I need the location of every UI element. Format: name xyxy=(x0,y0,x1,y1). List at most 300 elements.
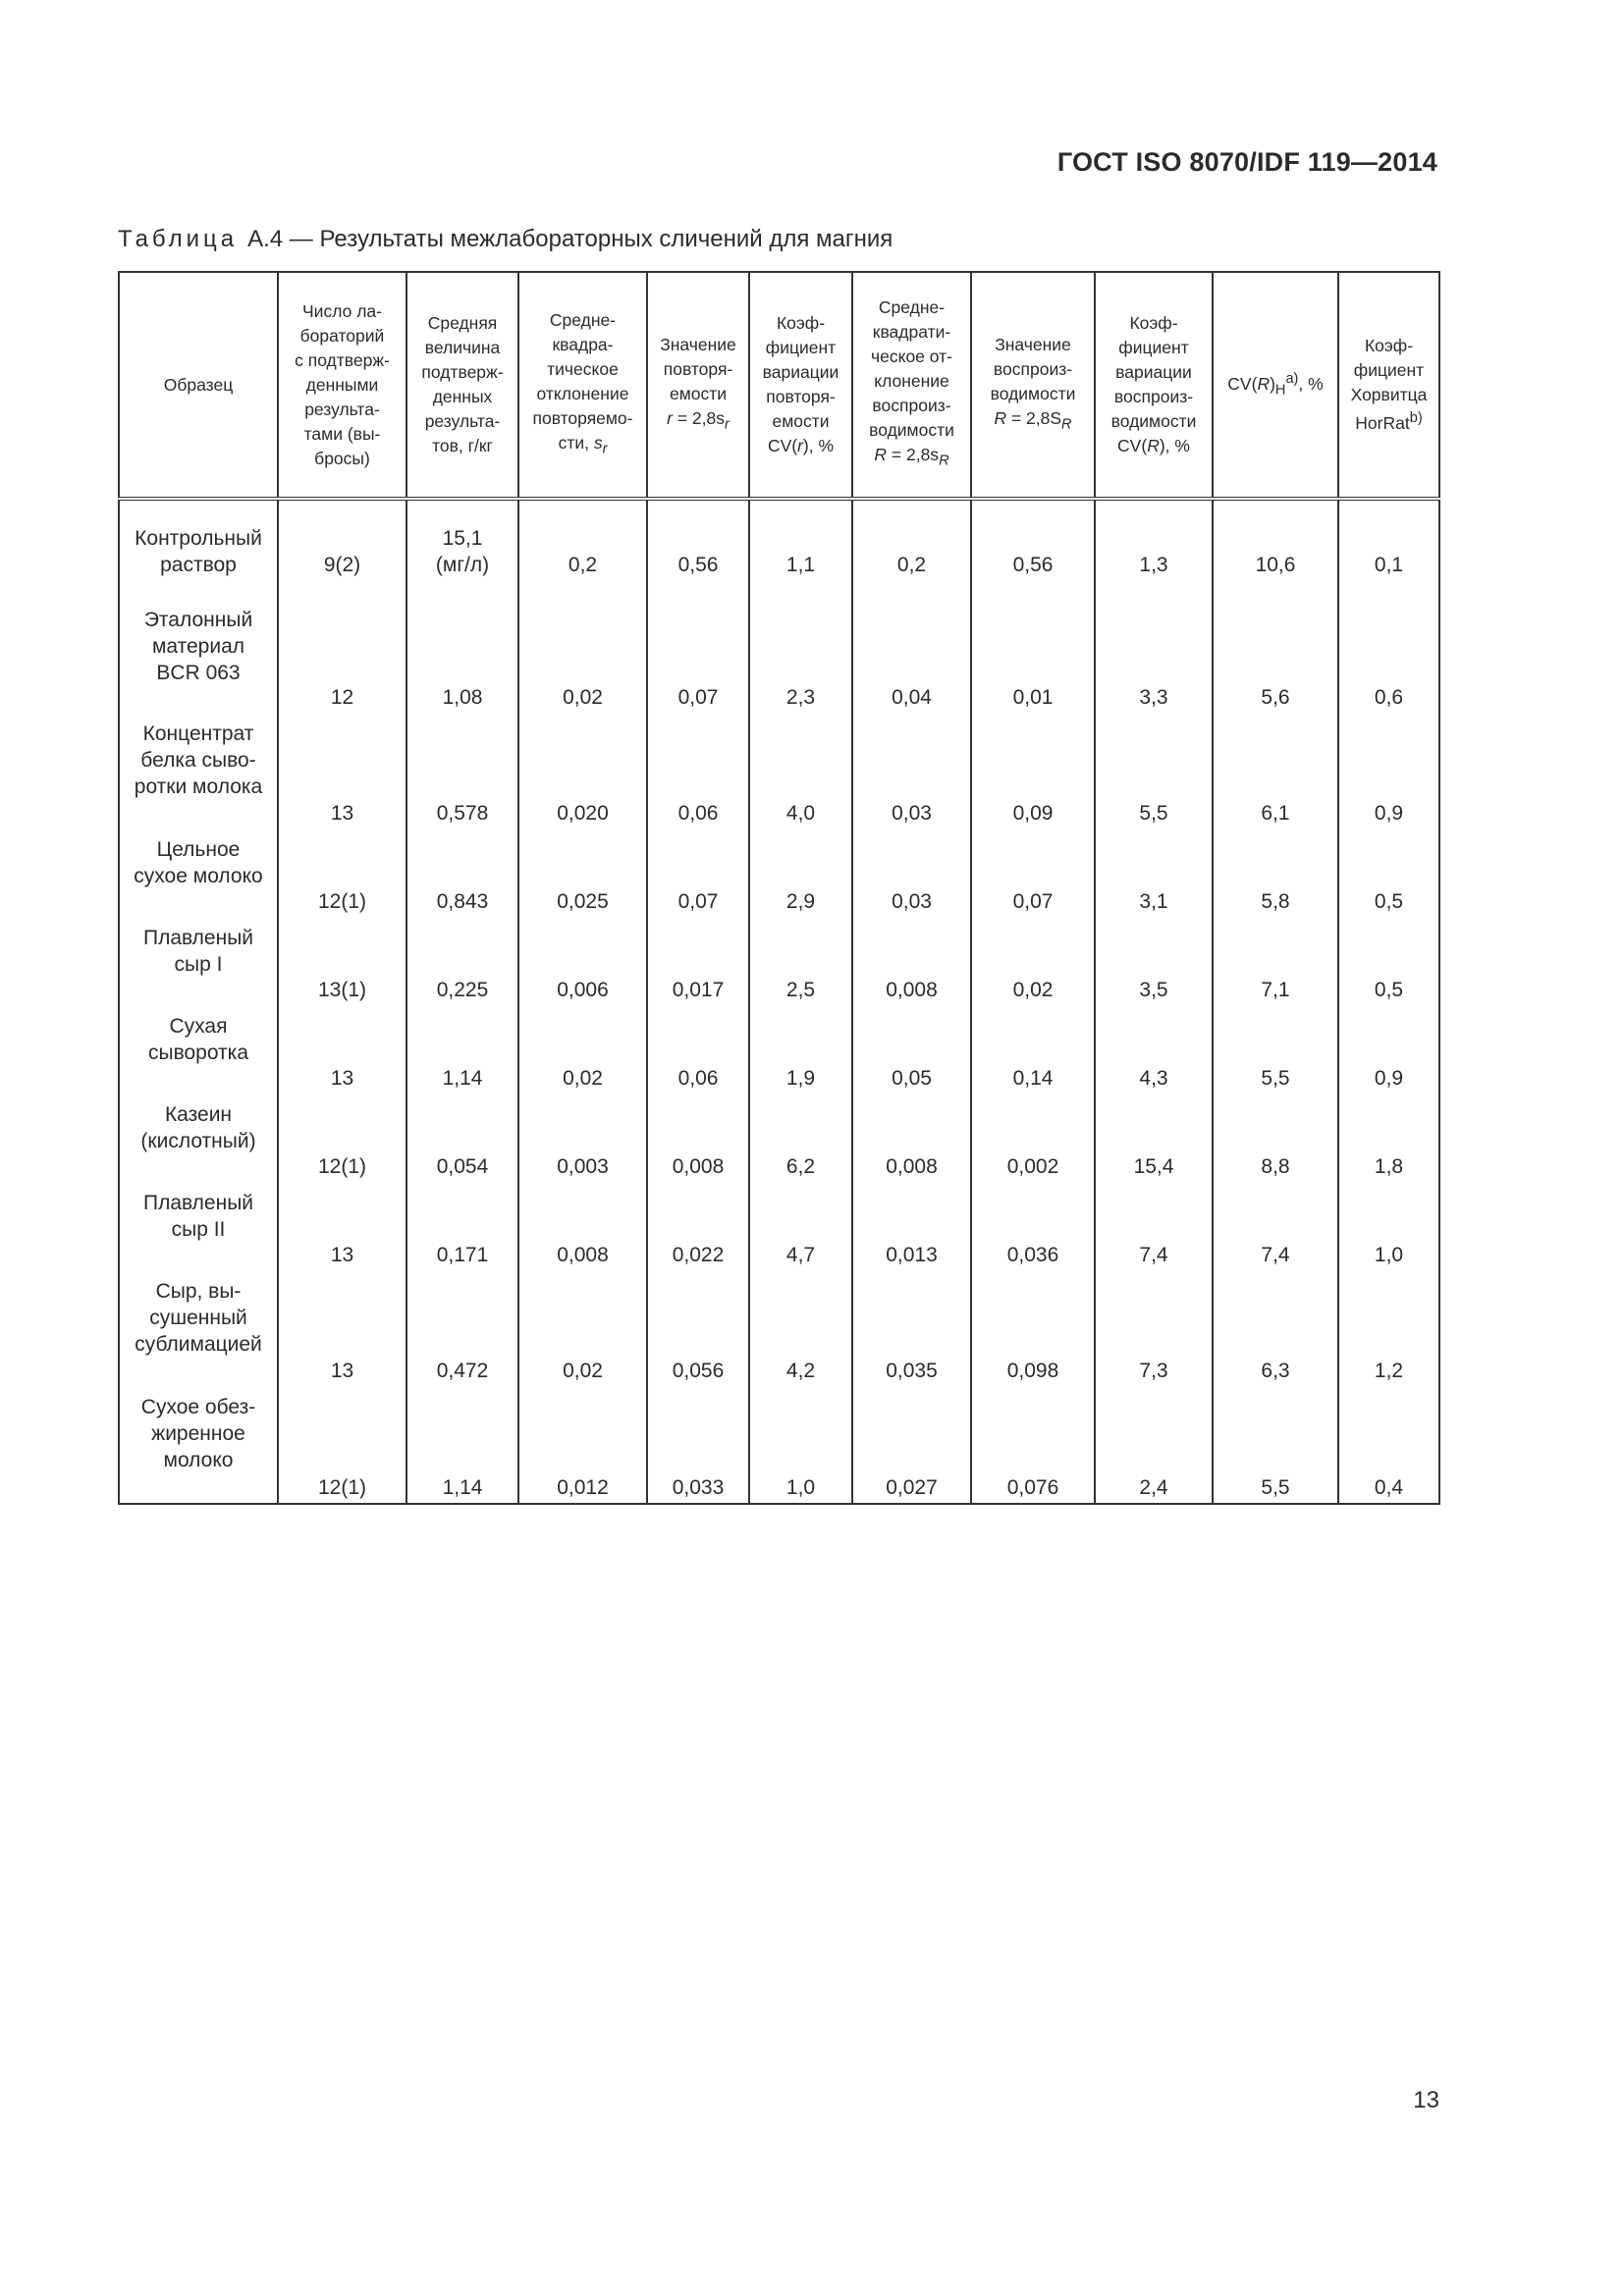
value-cell xyxy=(971,1270,1095,1386)
value-cell xyxy=(1095,1270,1213,1386)
column-header-line: фициент xyxy=(1353,359,1425,380)
column-header-line: Значение xyxy=(660,334,736,354)
value-text: 7,3 xyxy=(1139,1360,1168,1382)
column-header-line: тами (вы- xyxy=(303,423,381,444)
value-text: 0,013 xyxy=(886,1244,938,1266)
column-header-line: водимости xyxy=(990,383,1076,403)
sample-name-line: ротки молока xyxy=(134,775,263,798)
value-text: 2,9 xyxy=(785,890,816,913)
value-text: 12(1) xyxy=(317,890,367,913)
value-text: 0,06 xyxy=(677,802,719,825)
value-text: 0,2 xyxy=(568,554,598,576)
value-cell xyxy=(971,599,1095,713)
sample-name-line: молоко xyxy=(163,1449,234,1471)
value-text: 0,008 xyxy=(557,1244,609,1266)
value-text: 0,5 xyxy=(1374,979,1404,1001)
value-cell xyxy=(278,1094,406,1182)
column-header-line: бросы) xyxy=(314,448,370,468)
table-row xyxy=(119,828,1439,917)
sample-name xyxy=(119,1005,278,1094)
column-header-line: Средне- xyxy=(549,309,617,330)
value-text: 0,04 xyxy=(892,686,932,709)
value-cell xyxy=(647,1182,749,1270)
value-cell xyxy=(749,1386,852,1504)
value-text: 13 xyxy=(330,802,354,825)
column-header-10 xyxy=(1338,272,1439,499)
value-cell xyxy=(518,599,647,713)
column-header-line: $R = 2,8s_R$ xyxy=(874,445,949,469)
value-text: 0,05 xyxy=(892,1067,932,1090)
value-text: 2,5 xyxy=(785,979,816,1001)
value-cell xyxy=(1213,828,1338,917)
value-cell xyxy=(971,1182,1095,1270)
value-text: 0,56 xyxy=(677,554,719,576)
value-text: 5,5 xyxy=(1261,1476,1290,1499)
value-text: 0,025 xyxy=(557,890,609,913)
value-cell xyxy=(647,1005,749,1094)
value-text: 0,033 xyxy=(672,1476,725,1499)
value-text: 5,5 xyxy=(1139,802,1168,825)
column-header-0 xyxy=(119,272,278,499)
value-text: 0,225 xyxy=(436,979,489,1001)
value-text: 12(1) xyxy=(317,1155,367,1178)
value-cell xyxy=(971,1386,1095,1504)
value-cell xyxy=(518,917,647,1005)
value-cell xyxy=(647,828,749,917)
value-cell xyxy=(749,1005,852,1094)
value-cell xyxy=(406,713,518,828)
sample-name xyxy=(119,1094,278,1182)
value-text: 7,4 xyxy=(1261,1244,1290,1266)
value-text: 0,003 xyxy=(557,1155,609,1178)
column-header-7 xyxy=(971,272,1095,499)
value-text: 15,4 xyxy=(1133,1155,1174,1178)
sample-name-line: сушенный xyxy=(149,1307,247,1329)
value-cell xyxy=(852,1386,971,1504)
value-cell xyxy=(647,1270,749,1386)
value-text: 3,3 xyxy=(1139,686,1168,709)
column-header-line: Коэф- xyxy=(1364,335,1414,355)
value-cell xyxy=(406,1094,518,1182)
value-cell xyxy=(278,499,406,599)
value-cell xyxy=(406,599,518,713)
value-text: 0,035 xyxy=(886,1360,938,1382)
column-header-line: емости xyxy=(669,383,728,403)
value-cell xyxy=(278,1270,406,1386)
sample-name-line: (кислотный) xyxy=(140,1130,256,1152)
value-cell xyxy=(1095,1005,1213,1094)
value-text: 0,07 xyxy=(677,890,719,913)
value-cell xyxy=(1095,713,1213,828)
value-text: 1,2 xyxy=(1374,1360,1404,1382)
value-cell xyxy=(749,1094,852,1182)
value-cell xyxy=(1338,1005,1439,1094)
column-header-line: подтверж- xyxy=(421,362,504,382)
value-text: 1,1 xyxy=(785,554,816,576)
value-cell xyxy=(1213,1182,1338,1270)
column-header-line: квадрати- xyxy=(872,322,951,343)
sample-name xyxy=(119,917,278,1005)
value-cell xyxy=(1213,1005,1338,1094)
value-cell xyxy=(1338,828,1439,917)
value-cell xyxy=(518,1386,647,1504)
table-caption xyxy=(118,226,893,253)
column-header-2 xyxy=(406,272,518,499)
value-text: 13 xyxy=(330,1360,354,1382)
sample-name-line: сыр I xyxy=(174,953,223,976)
column-header-line: Значение xyxy=(995,334,1071,354)
column-header-8 xyxy=(1095,272,1213,499)
value-cell xyxy=(406,1386,518,1504)
sample-name-line: Сыр, вы- xyxy=(155,1280,242,1303)
sample-name-line: Контрольный xyxy=(135,527,262,550)
value-text: 0,9 xyxy=(1374,802,1404,825)
table-row xyxy=(119,713,1439,828)
value-cell xyxy=(971,917,1095,1005)
sample-name-line: белка сыво- xyxy=(140,749,256,772)
value-text: 5,8 xyxy=(1261,890,1290,913)
sample-name-line: Сухая xyxy=(169,1015,228,1038)
value-cell xyxy=(1338,499,1439,599)
column-header-line: вариации xyxy=(762,362,839,382)
value-text: (мг/л) xyxy=(435,554,490,576)
value-cell xyxy=(1338,713,1439,828)
value-text: 0,56 xyxy=(1012,554,1054,576)
value-text: 0,14 xyxy=(1012,1067,1054,1090)
value-text: 4,3 xyxy=(1139,1067,1168,1090)
value-cell xyxy=(971,828,1095,917)
table-row xyxy=(119,499,1439,599)
value-text: 0,03 xyxy=(892,890,932,913)
column-header-line: денными xyxy=(305,374,379,395)
value-cell xyxy=(1338,599,1439,713)
sample-name-line: жиренное xyxy=(151,1422,245,1445)
value-text: 0,4 xyxy=(1374,1476,1404,1499)
value-cell xyxy=(647,1094,749,1182)
value-cell xyxy=(749,917,852,1005)
value-text: 0,01 xyxy=(1012,686,1054,709)
value-text: 4,2 xyxy=(785,1360,816,1382)
table-row xyxy=(119,1094,1439,1182)
column-header-line: фициент xyxy=(1118,338,1189,357)
column-header-line: водимости xyxy=(1110,411,1197,431)
value-text: 0,006 xyxy=(557,979,609,1001)
column-header-line: Средняя xyxy=(427,313,498,333)
sample-name xyxy=(119,828,278,917)
value-text: 13 xyxy=(330,1244,354,1266)
value-cell xyxy=(749,828,852,917)
column-header-line: Хорвитца xyxy=(1350,384,1428,404)
sample-name xyxy=(119,499,278,599)
table-row xyxy=(119,1005,1439,1094)
value-cell xyxy=(971,713,1095,828)
value-text: 0,02 xyxy=(563,1360,603,1382)
value-text: 1,8 xyxy=(1374,1155,1404,1178)
value-text: 0,472 xyxy=(436,1360,489,1382)
value-cell xyxy=(1095,917,1213,1005)
column-header-line: вариации xyxy=(1115,362,1192,382)
value-cell xyxy=(647,713,749,828)
sample-name-line: Цельное xyxy=(156,838,241,861)
value-cell xyxy=(406,1182,518,1270)
sample-name xyxy=(119,1182,278,1270)
value-text: 0,020 xyxy=(557,802,609,825)
column-header-3 xyxy=(518,272,647,499)
column-header-line: повторя- xyxy=(766,387,836,406)
table-caption-label: Таблица xyxy=(118,226,239,252)
sample-name-line: раствор xyxy=(160,554,237,576)
value-text: 0,002 xyxy=(1006,1155,1059,1178)
column-header-line: воспроиз- xyxy=(872,396,951,416)
value-text: 4,7 xyxy=(785,1244,816,1266)
value-text: 0,843 xyxy=(436,890,489,913)
column-header-line: Число ла- xyxy=(302,300,382,321)
column-header-line: квадра- xyxy=(552,334,614,354)
value-text: 1,0 xyxy=(785,1476,816,1499)
value-text: 7,1 xyxy=(1261,979,1290,1001)
value-cell xyxy=(1338,1270,1439,1386)
value-cell xyxy=(852,1182,971,1270)
column-header-9 xyxy=(1213,272,1338,499)
sample-name xyxy=(119,599,278,713)
value-cell xyxy=(1338,1094,1439,1182)
sample-name-line: сублимацией xyxy=(135,1333,262,1356)
column-header-line: Образец xyxy=(163,374,234,395)
table-body xyxy=(119,499,1439,1504)
value-text: 8,8 xyxy=(1261,1155,1290,1178)
column-header-line: повторя- xyxy=(663,358,733,379)
column-header-line: $CV(R)_H^{a)}$, % xyxy=(1227,370,1324,399)
value-text: 0,5 xyxy=(1374,890,1404,913)
value-text: 0,06 xyxy=(677,1067,719,1090)
value-cell xyxy=(278,1386,406,1504)
value-cell xyxy=(971,1094,1095,1182)
column-header-line: емости xyxy=(772,411,830,431)
value-cell xyxy=(1095,1182,1213,1270)
value-cell xyxy=(852,828,971,917)
value-cell xyxy=(852,917,971,1005)
value-text: 0,09 xyxy=(1012,802,1054,825)
value-text: 0,076 xyxy=(1006,1476,1059,1499)
value-cell xyxy=(518,1182,647,1270)
value-cell xyxy=(852,1270,971,1386)
column-header-line: тическое xyxy=(547,358,619,379)
table-row xyxy=(119,1182,1439,1270)
value-cell xyxy=(647,599,749,713)
value-text: 13 xyxy=(330,1067,354,1090)
column-header-line: бораторий xyxy=(299,325,385,346)
value-cell xyxy=(518,1005,647,1094)
value-cell xyxy=(971,1005,1095,1094)
column-header-line: $R = 2,8S_R$ xyxy=(994,407,1072,433)
value-cell xyxy=(278,917,406,1005)
sample-name-line: Концентрат xyxy=(142,722,254,745)
sample-name-line: сыворотка xyxy=(147,1041,249,1064)
value-text: 0,008 xyxy=(886,979,938,1001)
value-cell xyxy=(278,1005,406,1094)
column-header-line: результа- xyxy=(304,399,380,419)
value-text: 13(1) xyxy=(317,979,367,1001)
value-text: 9(2) xyxy=(323,554,361,576)
table-caption-text: А.4 — Результаты межлабораторных сличений для магния xyxy=(247,226,893,252)
sample-name xyxy=(119,1270,278,1386)
value-cell xyxy=(852,713,971,828)
value-cell xyxy=(406,828,518,917)
value-text: 0,2 xyxy=(896,554,927,576)
column-header-1 xyxy=(278,272,406,499)
column-header-line: денных xyxy=(432,387,493,406)
value-cell xyxy=(406,1005,518,1094)
value-text: 1,9 xyxy=(785,1067,816,1090)
table-row xyxy=(119,1270,1439,1386)
column-header-line: сти, $s_r$ xyxy=(558,432,608,457)
value-text: 10,6 xyxy=(1255,554,1296,576)
value-cell xyxy=(647,499,749,599)
sample-name xyxy=(119,1386,278,1504)
value-cell xyxy=(852,1005,971,1094)
value-cell xyxy=(749,1182,852,1270)
table-row xyxy=(119,1386,1439,1504)
value-cell xyxy=(852,499,971,599)
value-text: 0,02 xyxy=(563,686,603,709)
value-cell xyxy=(518,713,647,828)
value-text: 4,0 xyxy=(785,802,816,825)
table-row xyxy=(119,917,1439,1005)
column-header-line: результа- xyxy=(424,411,501,431)
value-text: 1,08 xyxy=(442,686,483,709)
value-cell xyxy=(518,828,647,917)
column-header-5 xyxy=(749,272,852,499)
value-cell xyxy=(278,713,406,828)
value-text: 5,5 xyxy=(1261,1067,1290,1090)
value-text: 0,1 xyxy=(1374,554,1404,576)
column-header-line: тов, г/кг xyxy=(432,436,493,455)
column-header-line: клонение xyxy=(874,371,949,392)
column-header-line: повторяемо- xyxy=(532,407,633,428)
value-text: 0,022 xyxy=(672,1244,725,1266)
value-cell xyxy=(518,1094,647,1182)
value-cell xyxy=(1213,1386,1338,1504)
value-text: 0,012 xyxy=(557,1476,609,1499)
table-row xyxy=(119,599,1439,713)
value-cell xyxy=(1213,713,1338,828)
value-cell xyxy=(1338,917,1439,1005)
column-header-line: воспроиз- xyxy=(993,358,1073,379)
column-header-6 xyxy=(852,272,971,499)
value-text: 0,027 xyxy=(886,1476,938,1499)
value-text: 7,4 xyxy=(1139,1244,1168,1266)
value-cell xyxy=(647,917,749,1005)
value-text: 2,3 xyxy=(785,686,816,709)
sample-name-line: сыр II xyxy=(171,1218,226,1241)
sample-name-line: BCR 063 xyxy=(156,662,241,684)
sample-name-line: Плавленый xyxy=(142,1192,254,1214)
table-header-row xyxy=(119,272,1439,499)
value-text: 15,1 xyxy=(442,527,483,550)
value-text: 2,4 xyxy=(1139,1476,1168,1499)
sample-name xyxy=(119,713,278,828)
value-cell xyxy=(1213,1270,1338,1386)
sample-name-line: Плавленый xyxy=(142,927,254,949)
sample-name-line: Казеин xyxy=(164,1103,233,1126)
value-cell xyxy=(749,1270,852,1386)
value-text: 3,1 xyxy=(1139,890,1168,913)
value-text: 0,036 xyxy=(1006,1244,1059,1266)
column-header-line: CV(r), % xyxy=(767,436,835,455)
value-cell xyxy=(406,1270,518,1386)
value-text: 0,017 xyxy=(672,979,725,1001)
sample-name-line: сухое молоко xyxy=(134,865,263,887)
value-cell xyxy=(406,917,518,1005)
value-cell xyxy=(406,499,518,599)
value-cell xyxy=(1213,599,1338,713)
column-header-line: HorRat$^{b)}$ xyxy=(1355,410,1423,434)
value-cell xyxy=(1338,1386,1439,1504)
value-text: 0,008 xyxy=(886,1155,938,1178)
value-text: 3,5 xyxy=(1139,979,1168,1001)
value-text: 0,9 xyxy=(1374,1067,1404,1090)
results-table xyxy=(118,271,1440,1505)
value-cell xyxy=(518,499,647,599)
value-cell xyxy=(1095,828,1213,917)
value-text: 1,3 xyxy=(1139,554,1168,576)
value-text: 0,578 xyxy=(436,802,489,825)
value-cell xyxy=(852,599,971,713)
value-text: 0,098 xyxy=(1006,1360,1059,1382)
value-text: 0,07 xyxy=(1012,890,1054,913)
value-text: 0,171 xyxy=(436,1244,489,1266)
value-text: 1,0 xyxy=(1374,1244,1404,1266)
column-header-line: $r = 2,8s_r$ xyxy=(667,407,730,433)
page-number: 13 xyxy=(1413,2087,1439,2113)
value-text: 0,03 xyxy=(892,802,932,825)
value-cell xyxy=(518,1270,647,1386)
value-text: 0,054 xyxy=(436,1155,489,1178)
value-text: 0,02 xyxy=(1012,979,1054,1001)
value-cell xyxy=(749,599,852,713)
column-header-line: величина xyxy=(424,338,501,357)
column-header-line: Средне- xyxy=(878,297,946,318)
value-cell xyxy=(278,828,406,917)
value-cell xyxy=(1095,1386,1213,1504)
value-cell xyxy=(647,1386,749,1504)
sample-name-line: Эталонный xyxy=(143,609,253,631)
column-header-line: отклонение xyxy=(536,383,629,403)
value-text: 5,6 xyxy=(1261,686,1290,709)
value-text: 0,07 xyxy=(677,686,719,709)
value-text: 0,6 xyxy=(1374,686,1404,709)
sample-name-line: Сухое обез- xyxy=(140,1396,256,1418)
value-cell xyxy=(749,499,852,599)
value-text: 12(1) xyxy=(317,1476,367,1499)
value-cell xyxy=(852,1094,971,1182)
column-header-line: воспроиз- xyxy=(1113,387,1194,406)
column-header-line: Коэф- xyxy=(776,313,826,333)
value-cell xyxy=(1338,1182,1439,1270)
column-header-line: ческое от- xyxy=(871,347,952,367)
value-cell xyxy=(278,599,406,713)
column-header-line: фициент xyxy=(765,338,837,357)
value-cell xyxy=(1213,499,1338,599)
column-header-4 xyxy=(647,272,749,499)
sample-name-line: материал xyxy=(151,635,245,658)
value-text: 1,14 xyxy=(442,1067,483,1090)
column-header-line: Коэф- xyxy=(1129,313,1178,333)
value-text: 0,008 xyxy=(672,1155,725,1178)
value-text: 6,1 xyxy=(1261,802,1290,825)
document-code: ГОСТ ISO 8070/IDF 119—2014 xyxy=(1056,147,1437,177)
value-text: 1,14 xyxy=(442,1476,483,1499)
